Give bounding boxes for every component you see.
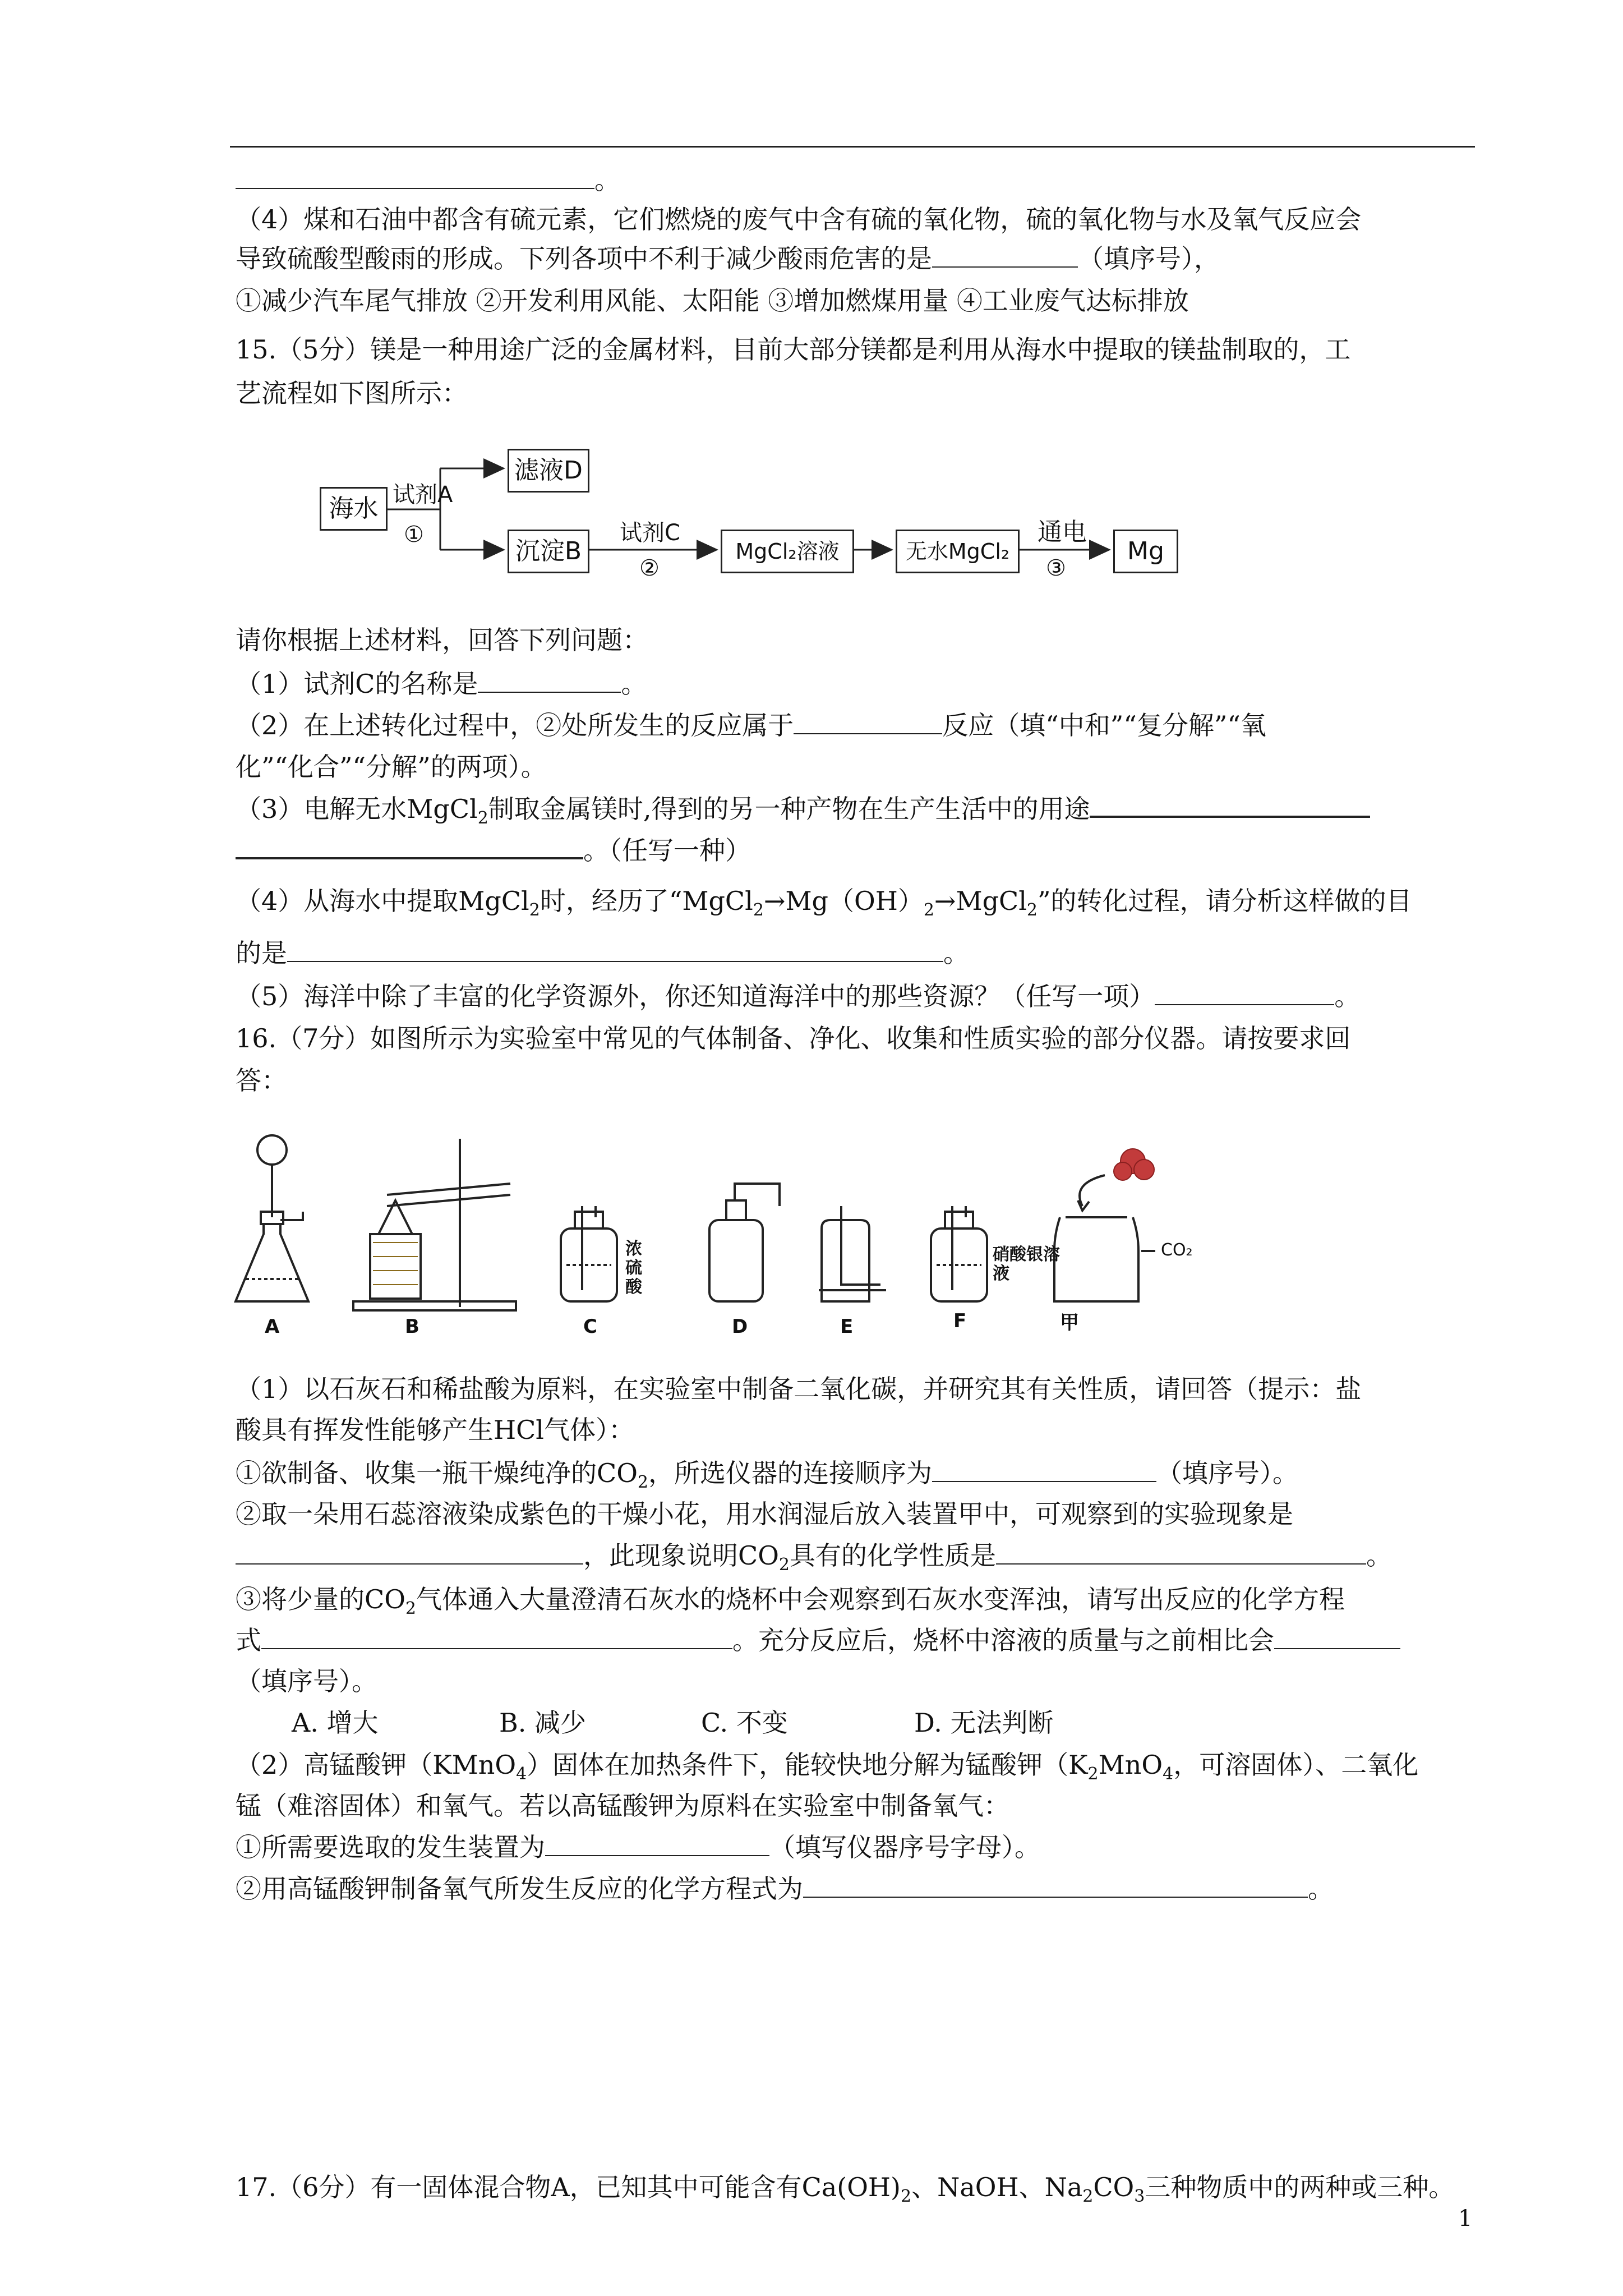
apparatus-label-d: D: [732, 1315, 748, 1338]
q15-2-line2: 化”“化合”“分解”的两项）。: [236, 752, 547, 782]
option-d[interactable]: D. 无法判断: [914, 1708, 1054, 1738]
magnesium-process-flow-diagram: [314, 443, 1189, 589]
box-seawater: 海水: [320, 487, 388, 531]
q16-2-part1: ①所需要选取的发生装置为 （填写仪器序号字母）。: [236, 1830, 1475, 1865]
conc-sulfuric-acid-label: 浓硫酸: [625, 1239, 642, 1297]
q16-1-line2: 酸具有挥发性能够产生HCl气体）：: [236, 1415, 635, 1445]
blank[interactable]: [794, 708, 942, 734]
label-step-1: ①: [404, 522, 424, 547]
blank[interactable]: [932, 242, 1078, 268]
label-step-2: ②: [639, 555, 660, 581]
header-rule: [230, 146, 1475, 148]
box-filtrate-d: 滤液D: [508, 449, 589, 493]
q15-2-line1: （2）在上述转化过程中，②处所发生的反应属于 反应（填“中和”“复分解”“氧: [236, 708, 1475, 743]
q16-1-part3-line2: 式 。充分反应后，烧杯中溶液的质量与之前相比会: [236, 1623, 1475, 1658]
co2-label: CO₂: [1161, 1240, 1193, 1260]
lab-apparatus-figure: [230, 1122, 1239, 1346]
blank[interactable]: [803, 1872, 1308, 1898]
apparatus-label-c: C: [583, 1315, 597, 1338]
label-reagent-c: 试剂C: [620, 520, 680, 546]
q14-4-options: ①减少汽车尾气排放 ②开发利用风能、太阳能 ③增加燃煤用量 ④工业废气达标排放: [236, 286, 1189, 316]
q15-stem-line2: 艺流程如下图所示：: [236, 378, 468, 408]
q15-4-line2: 的是 。: [236, 936, 1475, 970]
blank[interactable]: [545, 1830, 769, 1856]
apparatus-label-jia: 甲: [1060, 1312, 1079, 1334]
q15-1: （1）试剂C的名称是 。: [236, 666, 1475, 701]
q16-1-part2-line2: ，此现象说明$CO_2$具有的化学性质是 。: [236, 1538, 1475, 1573]
option-a[interactable]: A. 增大: [292, 1708, 379, 1738]
box-mgcl2-solution: MgCl₂溶液: [721, 530, 854, 573]
label-electrolysis: 通电: [1038, 518, 1087, 546]
q16-options: [292, 1705, 1531, 1740]
blank[interactable]: [932, 1456, 1156, 1482]
q16-1-part3-line3: （填序号）。: [236, 1666, 377, 1696]
blank[interactable]: [287, 936, 943, 962]
q16-1-part2-line1: ②取一朵用石蕊溶液染成紫色的干燥小花，用水润湿后放入装置甲中，可观察到的实验现象是: [236, 1499, 1293, 1529]
apparatus-label-a: A: [265, 1315, 280, 1338]
blank[interactable]: [1090, 791, 1370, 818]
page-number: 1: [1458, 2206, 1473, 2231]
q15-3-line1: （3）电解无水MgCl$_2$制取金属镁时,得到的另一种产物在生产生活中的用途: [236, 791, 1475, 826]
apparatus-label-f: F: [953, 1310, 967, 1332]
apparatus-drawings: [230, 1122, 1239, 1346]
answer-line-continuation: 。: [236, 163, 1475, 197]
q14-4-line1: （4）煤和石油中都含有硫元素，它们燃烧的废气中含有硫的氧化物，硫的氧化物与水及氧气反应会: [236, 204, 1362, 234]
q16-stem-line1: 16.（7分）如图所示为实验室中常见的气体制备、净化、收集和性质实验的部分仪器。请按要求回: [236, 1023, 1351, 1053]
q16-1-part3-line1: ③将少量的$CO_2$气体通入大量澄清石灰水的烧杯中会观察到石灰水变浑浊，请写出反应的化学方程: [236, 1584, 1345, 1619]
blank[interactable]: [996, 1539, 1366, 1565]
q17-stem: 17.（6分）有一固体混合物A，已知其中可能含有$Ca(OH)_2$、NaOH、$Na_2CO_3$三种物质中的两种或三种。: [236, 2172, 1455, 2207]
apparatus-label-e: E: [840, 1315, 854, 1338]
blank[interactable]: [236, 832, 583, 859]
blank[interactable]: [1155, 979, 1334, 1005]
apparatus-label-b: B: [405, 1315, 419, 1338]
q16-2-line1: （2）高锰酸钾（KMnO$_4$）固体在加热条件下，能较快地分解为锰酸钾（$K_2MnO_4$，可溶固体）、二氧化: [236, 1750, 1419, 1784]
q15-stem-line1: 15.（5分）镁是一种用途广泛的金属材料，目前大部分镁都是利用从海水中提取的镁盐制取的，工: [236, 334, 1351, 365]
blank[interactable]: [478, 667, 621, 693]
q16-2-part2: ②用高锰酸钾制备氧气所发生反应的化学方程式为 。: [236, 1871, 1475, 1906]
q16-1-part1: ①欲制备、收集一瓶干燥纯净的$CO_2$，所选仪器的连接顺序为 （填序号）。: [236, 1456, 1475, 1490]
q15-5: （5）海洋中除了丰富的化学资源外，你还知道海洋中的那些资源？（任写一项） 。: [236, 979, 1475, 1014]
option-c[interactable]: C. 不变: [701, 1708, 788, 1738]
blank[interactable]: [236, 1539, 583, 1565]
q14-4-line2: 导致硫酸型酸雨的形成。下列各项中不利于减少酸雨危害的是 （填序号），: [236, 241, 1475, 276]
q16-stem-line2: 答：: [236, 1065, 287, 1096]
box-precipitate-b: 沉淀B: [508, 530, 589, 573]
q15-3-line2: 。（任写一种）: [236, 832, 1475, 868]
q15-4-line1: （4）从海水中提取MgCl$_2$时，经历了“$MgCl_2\to Mg(OH)_2\to MgCl_2$”的转化过程，请分析这样做的目: [236, 886, 1412, 921]
box-mg: Mg: [1113, 530, 1178, 573]
blank[interactable]: [1274, 1623, 1400, 1649]
blank[interactable]: [261, 1623, 732, 1649]
blank[interactable]: [236, 163, 594, 189]
box-anhydrous-mgcl2: 无水MgCl₂: [896, 530, 1020, 573]
label-reagent-a: 试剂A: [393, 482, 453, 508]
q15-instruction: 请你根据上述材料，回答下列问题：: [236, 625, 648, 655]
label-step-3: ③: [1046, 555, 1066, 581]
q16-1-line1: （1）以石灰石和稀盐酸为原料，在实验室中制备二氧化碳，并研究其有关性质，请回答（提示：盐: [236, 1374, 1362, 1404]
option-b[interactable]: B. 减少: [499, 1708, 587, 1738]
silver-nitrate-label: 硝酸银溶液: [993, 1245, 1060, 1283]
q16-2-line2: 锰（难溶固体）和氧气。若以高锰酸钾为原料在实验室中制备氧气：: [236, 1791, 1009, 1821]
